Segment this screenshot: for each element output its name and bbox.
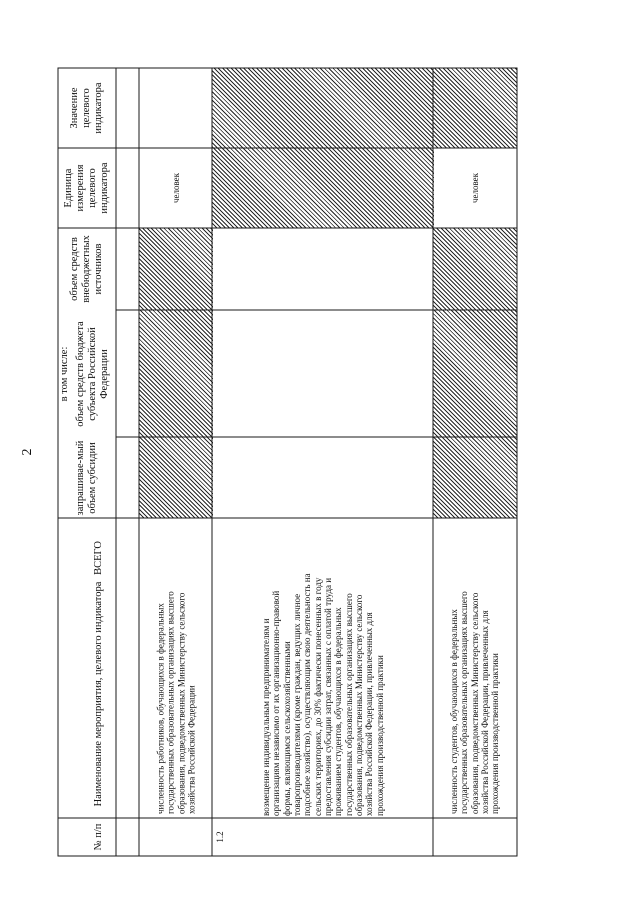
header-value: Значение целевого индикатора: [68, 82, 105, 134]
row-1-unit: человек: [170, 172, 181, 204]
row-2-num: 1.2: [214, 831, 225, 843]
row-1-name: численность работников, обучающихся в федеральных государственных образовательных организациях высшего образования, подведомственных Министерству сельского хозяйства Российской Федерации: [154, 591, 196, 814]
header-total-cell: ВСЕГО: [92, 541, 104, 575]
header-num: № п/п: [92, 823, 104, 851]
row-3-unit: человек: [469, 172, 480, 204]
row-3-name: численность студентов, обучающихся в федеральных государственных образовательных организациях высшего образования, подведомственных Министерству сельского хозяйства Российской Федерации, привлеченных для прохождения производственной практики: [449, 591, 501, 814]
page-number: 2: [20, 448, 35, 456]
header-unit: Единица измерения целевого индикатора: [62, 162, 111, 214]
header-budget: объем средств бюджета субъекта Российской Федерации: [74, 320, 111, 427]
header-extra: объем средств внебюджетных источников: [68, 235, 105, 303]
header-including: в том числе:: [58, 346, 70, 401]
header-name: Наименование мероприятия, целевого индикатора: [92, 581, 104, 807]
row-2-name: возмещение индивидуальным предпринимателям и организациям независимо от их организационно-правовой формы, являющимся сельскохозяйственными товаропроизводителями (кроме граждан, ведущих личное подсобное хозяйство), осуществляющим свою деятельность на сельских территориях, до 30% фактически понесенных в году предоставления субсидии затрат, связанных с оплатой труда и проживанием студентов, обучающихся в федеральных государственных образовательных организациях высшего образования, подведомственных Министерству сельского хозяйства Российской Федерации, привлеченных для прохождения производственной практики: [260, 573, 385, 816]
row-2-unit: [212, 148, 433, 228]
header-requested: запрашивае-мый объем субсидии: [74, 440, 98, 515]
